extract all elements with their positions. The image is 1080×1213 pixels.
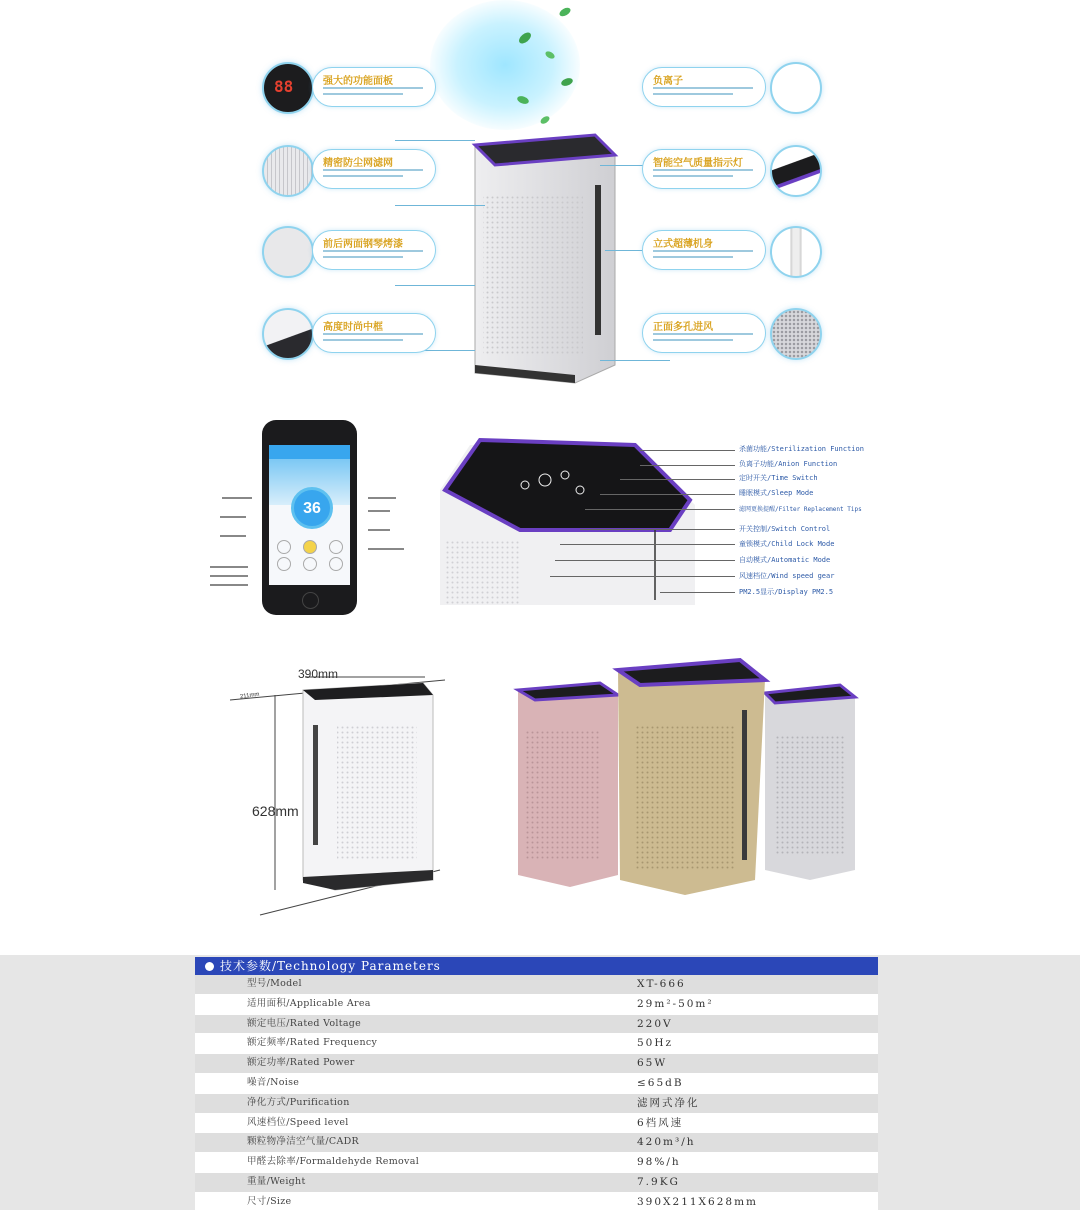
app-icons (275, 540, 345, 570)
panel-label: 杀菌功能/Sterilization Function (739, 445, 864, 453)
filter-thumbnail (262, 145, 314, 197)
table-row (195, 1034, 878, 1054)
param-label: 额定频率/Rated Frequency (247, 1037, 378, 1049)
width-dimension: 390mm (298, 667, 339, 681)
display-thumbnail (262, 62, 314, 114)
app-header (269, 445, 350, 459)
panel-label: 定时开关/Time Switch (739, 474, 818, 482)
connector (395, 285, 475, 286)
connector (395, 140, 475, 141)
panel-label: 睡眠模式/Sleep Mode (739, 489, 814, 497)
feature-pill: 强大的功能面板 (312, 67, 436, 107)
param-label: 重量/Weight (247, 1175, 306, 1187)
param-label: 风速档位/Speed level (247, 1116, 349, 1128)
feature-pill: 负离子 (642, 67, 766, 107)
table-row (195, 1094, 878, 1114)
param-value: 29m²-50m² (637, 997, 714, 1010)
table-row (195, 1015, 878, 1035)
home-button (302, 592, 319, 609)
paint-thumbnail (262, 226, 314, 278)
feature-pill: 前后两面钢琴烤漆 (312, 230, 436, 270)
leaves-icon (505, 0, 585, 130)
feature-pill: 精密防尘网滤网 (312, 149, 436, 189)
param-label: 适用面积/Applicable Area (247, 997, 371, 1009)
bullet-icon (205, 962, 214, 971)
feature-pill: 立式超薄机身 (642, 230, 766, 270)
param-value: 7.9KG (637, 1175, 680, 1188)
table-row (195, 995, 878, 1015)
table-row (195, 975, 878, 995)
aqi-value: 36 (303, 500, 321, 517)
param-label: 型号/Model (247, 978, 302, 989)
intake-thumbnail (770, 308, 822, 360)
mode-icon[interactable] (329, 557, 343, 571)
panel-label: 自动模式/Automatic Mode (739, 556, 831, 564)
panel-label: 滤网更换提醒/Filter Replacement Tips (739, 506, 862, 513)
param-label: 尺寸/Size (247, 1195, 292, 1207)
panel-label: 风速档位/Wind speed gear (739, 572, 835, 580)
param-value: 滤网式净化 (637, 1096, 700, 1109)
purifier-image (465, 125, 625, 385)
control-panel-image (440, 430, 710, 605)
feature-pill: 正面多孔进风 (642, 313, 766, 353)
param-value: 420m³/h (637, 1136, 696, 1149)
param-value: 220V (637, 1017, 673, 1030)
param-label: 净化方式/Purification (247, 1096, 350, 1108)
indicator-thumbnail (770, 145, 822, 197)
dimension-purifier-image (225, 665, 450, 925)
param-value: 50Hz (637, 1037, 674, 1050)
parameter-rows (195, 975, 878, 1213)
panel-label: PM2.5显示/Display PM2.5 (739, 588, 834, 596)
table-row (195, 1054, 878, 1074)
table-row (195, 1133, 878, 1153)
table-row (195, 1074, 878, 1094)
param-value: 98%/h (637, 1156, 681, 1169)
param-label: 颗粒物净洁空气量/CADR (247, 1136, 359, 1148)
feature-pill: 智能空气质量指示灯 (642, 149, 766, 189)
mode-icon[interactable] (277, 540, 291, 554)
panel-label: 负离子功能/Anion Function (739, 460, 838, 468)
table-row (195, 1173, 878, 1193)
aqi-ring (291, 487, 333, 529)
slim-thumbnail (770, 226, 822, 278)
phone-screen (269, 445, 350, 585)
param-value: 6档风速 (637, 1116, 684, 1129)
mode-icon[interactable] (329, 540, 343, 554)
anion-thumbnail (770, 62, 822, 114)
param-label: 甲醛去除率/Formaldehyde Removal (247, 1156, 420, 1168)
mode-icon[interactable] (277, 557, 291, 571)
connector (600, 360, 670, 361)
mode-icon[interactable] (303, 557, 317, 571)
height-dimension: 628mm (252, 803, 299, 819)
table-row (195, 1114, 878, 1134)
feature-pill: 高度时尚中框 (312, 313, 436, 353)
panel-label: 开关控制/Switch Control (739, 525, 831, 533)
param-value: ≤65dB (637, 1076, 684, 1089)
param-label: 额定电压/Rated Voltage (247, 1017, 362, 1029)
param-value: 390X211X628mm (637, 1195, 758, 1208)
parameters-table (195, 957, 878, 1213)
param-value: XT-666 (637, 978, 686, 990)
param-label: 额定功率/Rated Power (247, 1057, 355, 1069)
param-value: 65W (637, 1057, 668, 1070)
connector (395, 205, 485, 206)
frame-thumbnail (262, 308, 314, 360)
color-variants-image (510, 655, 860, 895)
mode-icon[interactable] (303, 540, 317, 554)
parameters-header: 技术参数/Technology Parameters (195, 957, 878, 975)
panel-label: 童锁模式/Child Lock Mode (739, 540, 835, 548)
table-row (195, 1153, 878, 1173)
depth-dimension: 211mm (239, 691, 260, 701)
param-label: 噪音/Noise (247, 1076, 300, 1088)
display-reading: 88 (274, 77, 294, 96)
phone (262, 420, 357, 615)
